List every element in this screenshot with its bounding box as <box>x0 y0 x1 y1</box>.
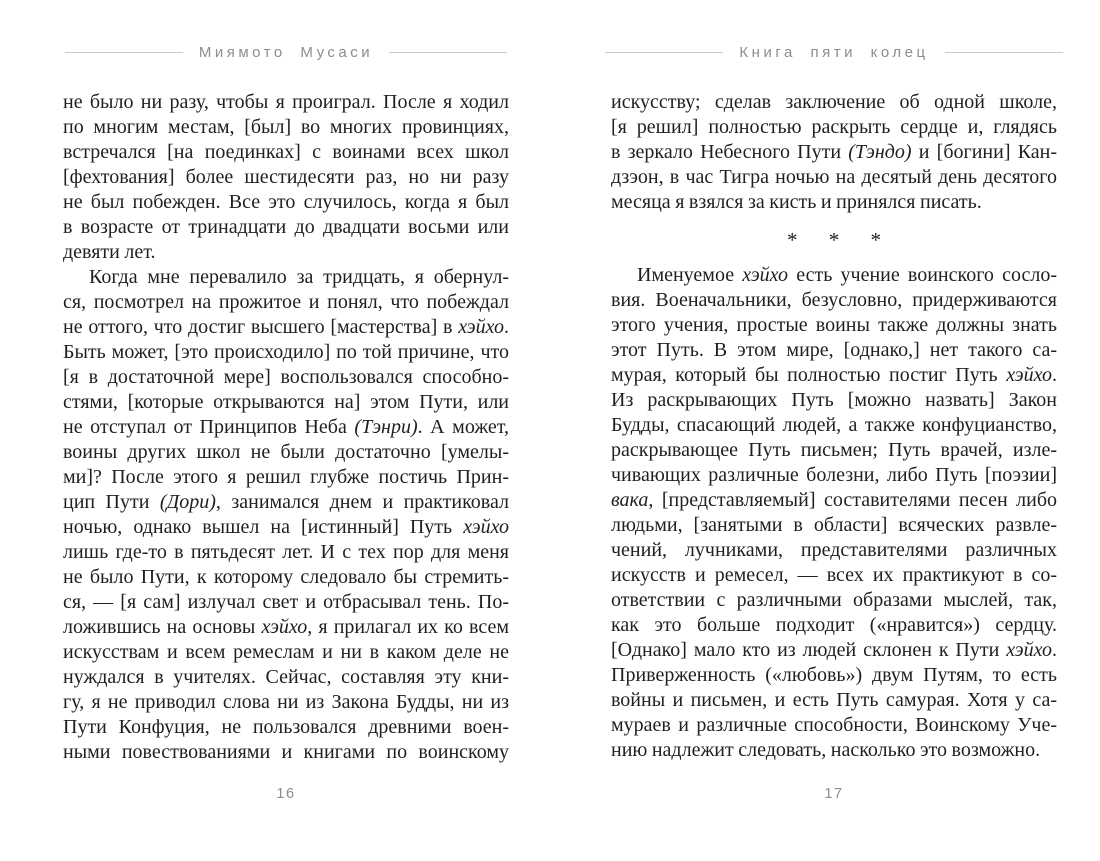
page-number-left: 16 <box>276 786 296 802</box>
text-line: в зеркало Небесного Пути (Тэндо) и [богини] Кан- <box>611 141 1058 163</box>
text-line: войны и письмен, и есть Путь самурая. Хотя у са- <box>611 689 1057 711</box>
text-line: месяца я взялся за кисть и принялся писать. <box>611 191 982 213</box>
running-header-right <box>611 44 1057 61</box>
text-line: Будды, спасающий людей, а также конфуцианство, <box>611 414 1057 436</box>
text-line: Когда мне перевалило за тридцать, я обернул- <box>89 266 509 288</box>
text-line: в возрасте от тринадцати до двадцати восьми или <box>63 216 509 238</box>
running-header-book-title: Книга пяти колец <box>739 44 929 61</box>
text-line: ными повествованиями и книгами по воинскому <box>63 741 509 763</box>
header-rule <box>605 52 723 53</box>
text-line: нию надлежит следовать, насколько это возможно. <box>611 739 1041 761</box>
page-number-right: 17 <box>824 786 844 802</box>
text-line: искусству; сделав заключение об одной школе, <box>611 91 1057 113</box>
text-line: цип Пути (Дори), занимался днем и практиковал <box>63 491 509 513</box>
text-line: не отступал от Принципов Неба (Тэнри). А может, <box>63 416 509 438</box>
header-rule <box>945 52 1063 53</box>
text-line: искусствам и всем ремеслам и ни в каком деле не <box>63 641 509 663</box>
text-line: дзэон, в час Тигра ночью на десятый день десятого <box>611 166 1057 188</box>
text-line: не был побежден. Все это случилось, когда я был <box>63 191 509 213</box>
text-line: Быть может, [это происходило] по той причине, что <box>63 341 509 363</box>
text-line: [я в достаточной мере] воспользовался способно- <box>63 366 509 388</box>
section-separator: * * * <box>787 228 894 252</box>
text-line: встречался [на поединках] с воинами всех школ <box>63 141 509 163</box>
text-line: нуждался в учителях. Сейчас, составляя эту кни- <box>63 666 509 688</box>
text-line: гу, я не приводил слова ни из Закона Будды, ни из <box>63 691 509 713</box>
text-line: воины других школ не были достаточно [умелы- <box>63 441 509 463</box>
text-line: людьми, [занятыми в области] всяческих развле- <box>611 514 1057 536</box>
text-line: раскрывающее Путь письмен; Путь врачей, изле- <box>611 439 1057 461</box>
text-line: ночью, однако вышел на [истинный] Путь хэйхо <box>63 516 509 538</box>
page-text-right <box>611 90 1057 763</box>
text-line: ложившись на основы хэйхо, я прилагал их ко всем <box>63 616 509 638</box>
text-line: не было Пути, к которому следовало бы стремить- <box>63 566 509 588</box>
text-line: по многим местам, [был] во многих провинциях, <box>63 116 509 138</box>
text-line: ся, — [я сам] излучал свет и отбрасывал тень. По- <box>63 591 509 613</box>
text-line: мураев и различные способности, Воинскому Уче- <box>611 714 1057 736</box>
running-header-left <box>63 44 509 61</box>
text-line: не было ни разу, чтобы я проиграл. После я ходил <box>63 91 509 113</box>
page-text-left <box>63 90 509 765</box>
text-line: стями, [которые открываются на] этом Пути, или <box>63 391 509 413</box>
text-line: мурая, который бы полностью постиг Путь хэйхо. <box>611 364 1057 386</box>
text-line: Приверженность («любовь») двум Путям, то есть <box>611 664 1057 686</box>
running-header-author: Миямото Мусаси <box>198 44 374 61</box>
text-line: ся, посмотрел на прожитое и понял, что побеждал <box>63 291 509 313</box>
text-line: искусств и ремесел, — всех их практикуют в со- <box>611 564 1057 586</box>
text-line: ми]? После этого я решил глубже постичь Прин- <box>63 466 509 488</box>
text-line: девяти лет. <box>63 241 156 263</box>
text-line: этого учения, простые воины также должны знать <box>611 314 1057 336</box>
text-line: Пути Конфуция, не пользовался древними воен- <box>63 716 509 738</box>
text-line: Из раскрывающих Путь [можно назвать] Закон <box>611 389 1057 411</box>
text-line: вия. Военачальники, безусловно, придерживаются <box>611 289 1057 311</box>
text-line: чивающих различные болезни, либо Путь [поэзии] <box>611 464 1057 486</box>
text-line: не оттого, что достиг высшего [мастерства] в хэйхо. <box>63 316 509 338</box>
text-line: ответствии с различными образами мыслей, так, <box>611 589 1057 611</box>
text-line: чений, лучниками, представителями различных <box>611 539 1057 561</box>
header-rule <box>65 52 183 53</box>
header-rule <box>389 52 507 53</box>
text-line: [Однако] мало кто из людей склонен к Пути хэйхо. <box>611 639 1057 661</box>
text-line: Именуемое хэйхо есть учение воинского сосло- <box>637 264 1057 286</box>
text-line: этот Путь. В этом мире, [однако,] нет такого са- <box>611 339 1057 361</box>
text-line: как это больше подходит («нравится») сердцу. <box>611 614 1057 636</box>
text-line: [я решил] полностью раскрыть сердце и, глядясь <box>611 116 1057 138</box>
text-line: лишь где-то в пятьдесят лет. И с тех пор для меня <box>63 541 509 563</box>
page-right <box>611 0 1057 861</box>
text-line: [фехтования] более шестидесяти раз, но ни разу <box>63 166 509 188</box>
page-left <box>63 0 509 861</box>
text-line: вака, [представляемый] составителями песен либо <box>611 489 1057 511</box>
